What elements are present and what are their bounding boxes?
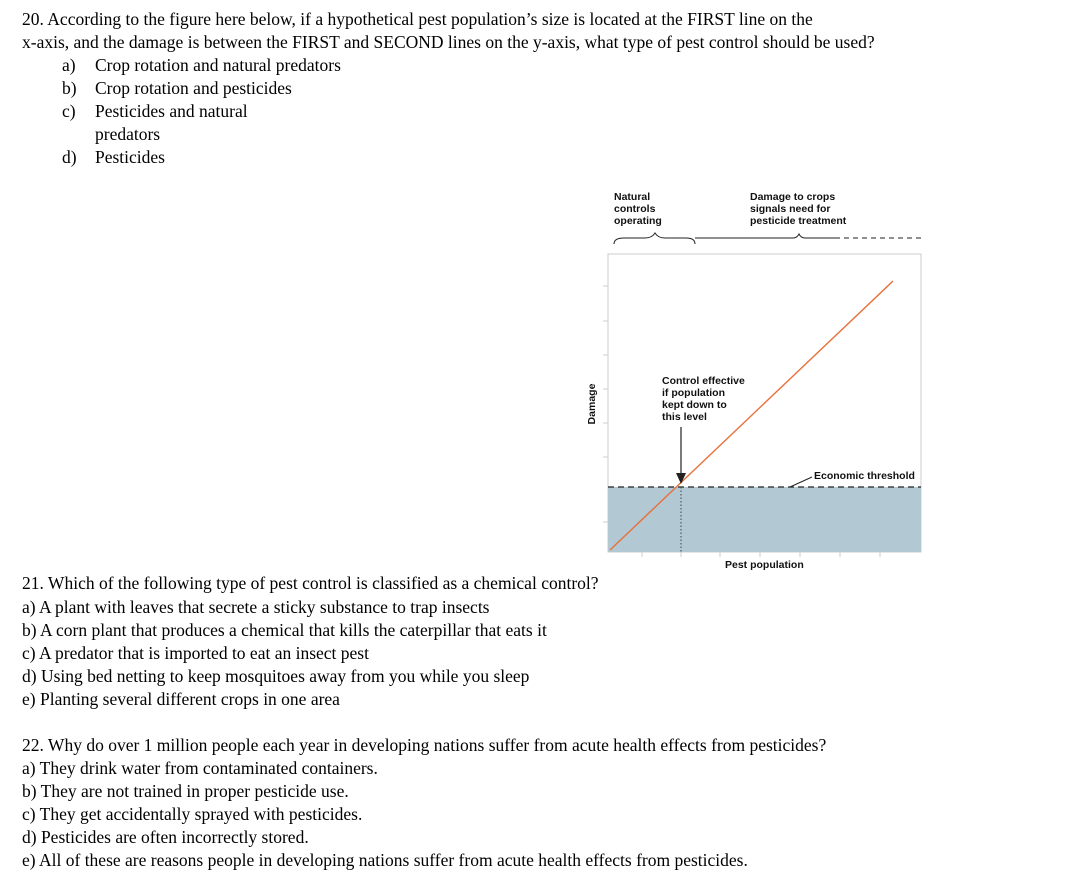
q20-option-c-letter: c) [62, 101, 76, 121]
q20-stem-line2: x-axis, and the damage is between the FIRST and SECOND lines on the y-axis, what type of pest control should be used? [22, 32, 875, 52]
q22-option-a: a) They drink water from contaminated containers. [22, 758, 378, 778]
control-effective-line1: Control effective [662, 375, 745, 387]
q20-option-d-letter: d) [62, 147, 77, 167]
q20-option-c-text: Pesticides and natural [95, 101, 248, 121]
q20-option-c-text-cont: predators [95, 124, 161, 144]
damage-crops-line1: Damage to crops [750, 191, 836, 203]
natural-controls-line3: operating [614, 215, 662, 227]
damage-crops-line3: pesticide treatment [750, 215, 847, 227]
q20-option-b-text: Crop rotation and pesticides [95, 78, 292, 98]
below-threshold-shade [608, 487, 921, 552]
damage-crops-label [750, 191, 846, 227]
q21-option-c: c) A predator that is imported to eat an insect pest [22, 643, 369, 663]
q22-stem: 22. Why do over 1 million people each year in developing nations suffer from acute health effects from pesticides? [22, 735, 827, 755]
y-axis-label: Damage [586, 383, 598, 425]
q22-option-d: d) Pesticides are often incorrectly stored. [22, 827, 309, 847]
natural-controls-label [614, 191, 662, 227]
natural-controls-brace [614, 233, 695, 244]
q20-option-a-letter: a) [62, 55, 76, 75]
x-axis-ticks [642, 552, 880, 557]
q22-option-b: b) They are not trained in proper pesticide use. [22, 781, 349, 801]
q20-stem-line1: 20. According to the figure here below, if a hypothetical pest population’s size is located at the FIRST line on the [22, 9, 813, 29]
q22-option-c: c) They get accidentally sprayed with pesticides. [22, 804, 363, 824]
control-effective-line3: kept down to [662, 399, 727, 411]
x-axis-label: Pest population [725, 559, 804, 571]
economic-threshold-label: Economic threshold [814, 470, 915, 482]
q20-option-d-text: Pesticides [95, 147, 165, 167]
economic-threshold-leader [790, 477, 812, 487]
pesticide-treatment-brace [695, 234, 835, 238]
control-effective-line2: if population [662, 387, 725, 399]
control-effective-line4: this level [662, 411, 707, 423]
q22-option-e: e) All of these are reasons people in developing nations suffer from acute health effects from pesticides. [22, 850, 748, 870]
q20-option-b-letter: b) [62, 78, 77, 98]
q21-option-d: d) Using bed netting to keep mosquitoes away from you while you sleep [22, 666, 530, 686]
q21-option-a: a) A plant with leaves that secrete a sticky substance to trap insects [22, 597, 490, 617]
q21-option-e: e) Planting several different crops in one area [22, 689, 340, 709]
q20-option-a-text: Crop rotation and natural predators [95, 55, 341, 75]
natural-controls-line2: controls [614, 203, 656, 215]
damage-crops-line2: signals need for [750, 203, 831, 215]
q21-stem: 21. Which of the following type of pest control is classified as a chemical control? [22, 573, 599, 593]
natural-controls-line1: Natural [614, 191, 651, 203]
control-effective-label [662, 375, 745, 423]
q21-option-b: b) A corn plant that produces a chemical that kills the caterpillar that eats it [22, 620, 547, 640]
y-axis-ticks [603, 286, 608, 522]
